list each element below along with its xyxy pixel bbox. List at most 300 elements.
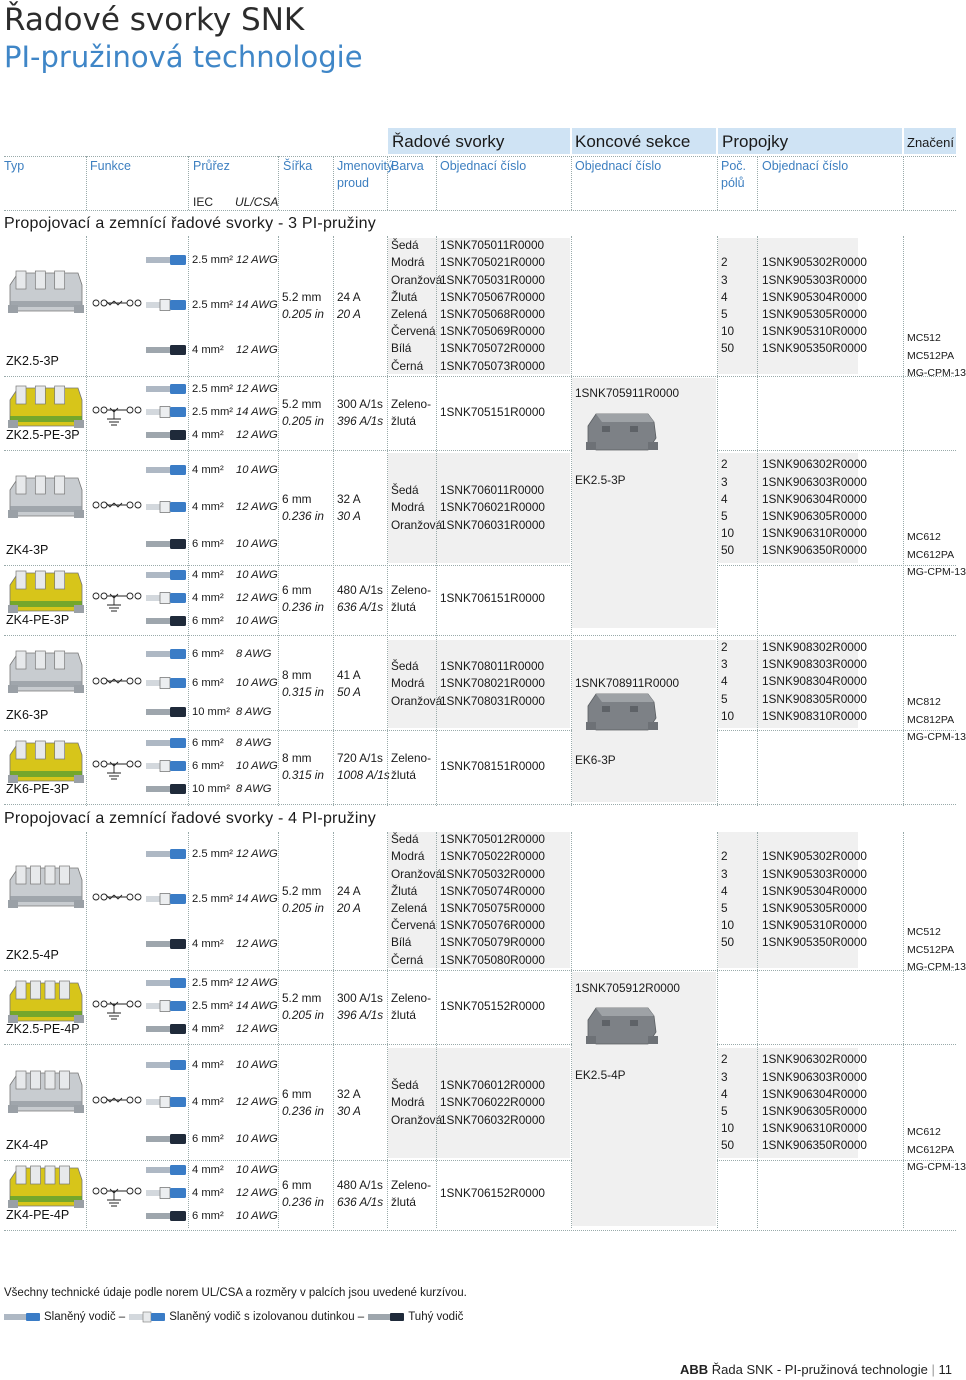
color-label: Modrá — [391, 1095, 425, 1110]
col-current-2: proud — [337, 176, 369, 190]
pole-count: 5 — [721, 1104, 728, 1118]
wire-spec-row — [146, 847, 278, 861]
wire-spec-row — [146, 937, 278, 951]
wire-legend — [4, 1311, 463, 1323]
marking-code: MG-CPM-13 — [907, 1160, 966, 1173]
color-label: Oranžová — [391, 517, 443, 532]
current-iec: 32 A — [337, 1087, 361, 1101]
jumper-order-number: 1SNK905305R0000 — [762, 901, 867, 915]
order-number: 1SNK705022R0000 — [440, 849, 545, 864]
marking-code: MC612PA — [907, 548, 955, 561]
wire-stranded-icon — [146, 976, 190, 990]
color-label: Černá — [391, 952, 424, 967]
current-ul: 396 A/1s — [337, 1008, 384, 1022]
order-number: 1SNK705069R0000 — [440, 324, 545, 339]
marking-code: MC812 — [907, 696, 941, 709]
wire-awg-size: 8 AWG — [236, 706, 272, 719]
wire-solid-icon — [146, 343, 190, 357]
wire-spec-row — [146, 705, 271, 719]
jumper-order-number: 1SNK908303R0000 — [762, 657, 867, 672]
group-jumpers: Propojky — [722, 132, 789, 151]
pole-count: 10 — [721, 918, 735, 933]
color-label: Zelená — [391, 901, 428, 915]
current-ul: 20 A — [337, 901, 361, 915]
terminal-type: ZK6-3P — [6, 708, 49, 722]
wire-awg-size: 10 AWG — [236, 537, 278, 550]
jumper-order-number: 1SNK905302R0000 — [762, 849, 867, 864]
terminal-grey-photo — [6, 265, 86, 322]
color-label: Zeleno- — [391, 583, 431, 597]
wire-awg-size: 14 AWG — [236, 299, 278, 311]
marking-code: MC812PA — [907, 713, 955, 726]
pole-count: 4 — [721, 674, 728, 689]
pole-count: 3 — [721, 1069, 728, 1084]
block-separator — [4, 1044, 956, 1045]
wire-spec-row — [146, 343, 278, 357]
current-iec: 41 A — [337, 668, 361, 682]
color-label: Šedá — [391, 483, 419, 498]
wire-awg-size: 10 AWG — [236, 677, 278, 689]
wire-stranded-icon — [146, 847, 190, 861]
order-number: 1SNK705067R0000 — [440, 289, 545, 304]
wire-ferrule-icon — [146, 892, 190, 906]
end-section-photo — [582, 688, 662, 741]
color-label: žlutá — [391, 1008, 416, 1022]
end-order-number: 1SNK705911R0000 — [575, 386, 680, 400]
width-mm: 6 mm — [282, 583, 312, 597]
jumper-order-number: 1SNK906304R0000 — [762, 1086, 867, 1101]
color-label: žlutá — [391, 600, 416, 614]
wire-awg-size: 12 AWG — [236, 344, 278, 357]
color-label: Zelená — [391, 307, 428, 321]
pole-count: 3 — [721, 272, 728, 287]
jumper-order-number: 1SNK905303R0000 — [762, 866, 867, 881]
end-section-photo — [582, 408, 662, 461]
wire-awg-size: 10 AWG — [236, 1132, 278, 1145]
color-label: Modrá — [391, 255, 425, 270]
jumper-order-number: 1SNK906302R0000 — [762, 457, 867, 472]
current-iec: 300 A/1s — [337, 397, 383, 411]
block-separator — [4, 565, 956, 566]
order-number: 1SNK705021R0000 — [440, 255, 545, 270]
col-divider — [188, 832, 189, 1228]
color-label: Modrá — [391, 500, 425, 515]
width-in: 0.315 in — [282, 685, 324, 699]
width-mm: 8 mm — [282, 751, 312, 765]
jumper-order-number: 1SNK906350R0000 — [762, 1138, 867, 1153]
width-mm: 6 mm — [282, 1087, 312, 1101]
col-divider — [436, 236, 437, 806]
col-divider — [278, 236, 279, 806]
wire-iec-size: 2.5 mm² — [192, 253, 234, 266]
width-mm: 6 mm — [282, 492, 312, 506]
wire-solid-icon — [146, 614, 190, 628]
wire-spec-row — [146, 1186, 278, 1200]
col-divider — [903, 236, 904, 806]
color-label: Červená — [391, 918, 436, 933]
wire-spec-row — [146, 500, 278, 514]
pole-count: 5 — [721, 509, 728, 523]
color-label: Modrá — [391, 849, 425, 864]
col-function: Funkce — [90, 159, 131, 173]
width-in: 0.315 in — [282, 768, 324, 782]
wire-iec-size: 4 mm² — [192, 938, 224, 951]
jumper-order-number: 1SNK906304R0000 — [762, 491, 867, 506]
current-iec: 24 A — [337, 884, 361, 898]
wire-stranded-icon — [146, 1163, 190, 1177]
pole-count: 50 — [721, 543, 735, 558]
wire-iec-size: 4 mm² — [192, 1023, 224, 1036]
wire-spec-row — [146, 1022, 278, 1036]
width-in: 0.205 in — [282, 414, 324, 428]
current-ul: 30 A — [337, 1104, 361, 1118]
wire-awg-size: 14 AWG — [236, 893, 278, 905]
pole-count: 2 — [721, 1052, 728, 1067]
col-jumper-order: Objednací číslo — [762, 159, 849, 173]
jumper-order-number: 1SNK906310R0000 — [762, 1121, 867, 1136]
wire-solid-icon — [146, 1209, 190, 1223]
wire-ferrule-icon — [146, 591, 190, 605]
wire-ferrule-icon — [146, 405, 190, 419]
wire-solid-icon — [146, 537, 190, 551]
wire-awg-size: 12 AWG — [236, 501, 278, 513]
pole-count: 4 — [721, 289, 728, 304]
col-order: Objednací číslo — [440, 159, 527, 173]
wire-awg-size: 10 AWG — [236, 1059, 278, 1072]
pole-count: 3 — [721, 474, 728, 489]
wire-spec-row — [146, 1058, 278, 1072]
col-divider — [387, 832, 388, 1228]
pe-function-icon — [92, 587, 142, 620]
wire-stranded-icon — [146, 382, 190, 396]
col-divider — [188, 236, 189, 806]
wire-iec-size: 2.5 mm² — [192, 976, 234, 989]
col-color: Barva — [391, 159, 424, 173]
legend-ferrule: Slaněný vodič s izolovanou dutinkou – — [169, 1311, 365, 1323]
wire-stranded-icon — [146, 253, 190, 267]
wire-stranded-icon — [146, 463, 190, 477]
order-number: 1SNK705075R0000 — [440, 901, 545, 915]
jumper-order-number: 1SNK908305R0000 — [762, 691, 867, 706]
wire-iec-size: 2.5 mm² — [192, 893, 234, 905]
terminal-type: ZK4-4P — [6, 1138, 49, 1152]
wire-awg-size: 8 AWG — [236, 647, 272, 660]
terminal-type: ZK6-PE-3P — [6, 782, 70, 796]
col-divider — [757, 156, 758, 210]
wire-iec-size: 6 mm² — [192, 614, 224, 627]
col-current-1: Jmenovitý — [337, 159, 394, 173]
footer-text: Řada SNK - PI-pružinová technologie — [711, 1362, 928, 1377]
pole-count: 5 — [721, 307, 728, 321]
order-number: 1SNK706031R0000 — [440, 517, 545, 532]
current-ul: 636 A/1s — [337, 1195, 384, 1209]
col-divider — [387, 156, 388, 210]
wire-iec-size: 4 mm² — [192, 501, 224, 513]
color-label: Šedá — [391, 1078, 419, 1093]
color-label: Modrá — [391, 676, 425, 691]
wire-iec-size: 6 mm² — [192, 1132, 224, 1145]
terminal-type: ZK2.5-PE-3P — [6, 428, 80, 442]
wire-iec-size: 4 mm² — [192, 464, 224, 477]
order-number: 1SNK708031R0000 — [440, 693, 545, 708]
marking-code: MG-CPM-13 — [907, 565, 966, 578]
terminal-type: ZK4-PE-4P — [6, 1208, 70, 1222]
wire-iec-size: 6 mm² — [192, 1209, 224, 1222]
jumper-order-number: 1SNK906305R0000 — [762, 509, 867, 523]
pole-count: 3 — [721, 866, 728, 881]
wire-ferrule-icon — [146, 500, 190, 514]
order-number: 1SNK706022R0000 — [440, 1095, 545, 1110]
col-divider — [571, 156, 572, 210]
order-number: 1SNK705073R0000 — [440, 358, 545, 373]
col-divider — [757, 236, 758, 806]
marking-code: MC512PA — [907, 943, 955, 956]
legend-stranded: Slaněný vodič – — [44, 1311, 126, 1323]
group-terminals: Řadové svorky — [392, 132, 505, 151]
block-separator — [4, 450, 956, 451]
through-function-icon — [92, 888, 142, 921]
wire-spec-row — [146, 1132, 278, 1146]
col-divider — [717, 832, 718, 1228]
wire-spec-row — [146, 999, 278, 1013]
wire-iec-size: 4 mm² — [192, 1096, 224, 1108]
order-number: 1SNK705079R0000 — [440, 935, 545, 950]
width-mm: 5.2 mm — [282, 397, 322, 411]
wire-spec-row — [146, 892, 278, 906]
wire-ferrule-icon — [146, 676, 190, 690]
wire-iec-size: 2.5 mm² — [192, 1000, 234, 1012]
width-in: 0.205 in — [282, 901, 324, 915]
order-number: 1SNK705074R0000 — [440, 883, 545, 898]
color-label: Zeleno- — [391, 397, 431, 411]
order-number: 1SNK705151R0000 — [440, 405, 545, 419]
color-label: Šedá — [391, 659, 419, 674]
wire-solid-icon — [146, 705, 190, 719]
order-number: 1SNK706152R0000 — [440, 1186, 545, 1200]
header-top-rule — [4, 156, 956, 157]
wire-awg-size: 10 AWG — [236, 1164, 278, 1177]
footer-brand: ABB — [680, 1362, 709, 1377]
jumper-order-number: 1SNK906303R0000 — [762, 1069, 867, 1084]
color-label: Zeleno- — [391, 991, 431, 1005]
wire-awg-size: 12 AWG — [236, 429, 278, 442]
marking-code: MC512PA — [907, 349, 955, 362]
color-label: Bílá — [391, 341, 412, 356]
page-title: Řadové svorky SNK — [4, 2, 305, 38]
wire-iec-size: 4 mm² — [192, 1059, 224, 1072]
current-ul: 30 A — [337, 509, 361, 523]
color-label: žlutá — [391, 768, 416, 782]
jumper-order-number: 1SNK906303R0000 — [762, 474, 867, 489]
wire-iec-size: 4 mm² — [192, 429, 224, 442]
marking-code: MG-CPM-13 — [907, 366, 966, 379]
wire-spec-row — [146, 298, 278, 312]
wire-awg-size: 14 AWG — [236, 1000, 278, 1012]
wire-iec-size: 6 mm² — [192, 537, 224, 550]
block-separator — [4, 1230, 956, 1231]
marking-code: MC612 — [907, 1126, 941, 1139]
color-label: Šedá — [391, 238, 419, 253]
wire-spec-row — [146, 647, 271, 661]
wire-spec-row — [146, 1095, 278, 1109]
current-iec: 32 A — [337, 492, 361, 506]
col-end-order: Objednací číslo — [575, 159, 662, 173]
wire-ferrule-icon — [146, 1095, 190, 1109]
end-order-number: 1SNK708911R0000 — [575, 676, 680, 690]
wire-iec-size: 2.5 mm² — [192, 299, 234, 311]
col-divider — [86, 236, 87, 806]
color-label: Zeleno- — [391, 751, 431, 765]
wire-stranded-icon — [4, 1311, 40, 1323]
wire-spec-row — [146, 976, 278, 990]
wire-spec-row — [146, 537, 278, 551]
color-label: Oranžová — [391, 693, 443, 708]
wire-awg-size: 10 AWG — [236, 569, 278, 582]
order-number: 1SNK705072R0000 — [440, 341, 545, 356]
width-mm: 5.2 mm — [282, 884, 322, 898]
col-divider — [86, 832, 87, 1228]
marking-code: MC612PA — [907, 1143, 955, 1156]
wire-spec-row — [146, 736, 271, 750]
wire-spec-row — [146, 614, 278, 628]
col-divider — [333, 832, 334, 1228]
current-iec: 24 A — [337, 290, 361, 304]
wire-awg-size: 12 AWG — [236, 253, 278, 266]
pole-count: 4 — [721, 883, 728, 898]
current-ul: 1008 A/1s — [337, 768, 390, 782]
jumper-order-number: 1SNK906305R0000 — [762, 1104, 867, 1118]
wire-spec-row — [146, 759, 278, 773]
wire-awg-size: 10 AWG — [236, 1209, 278, 1222]
order-number: 1SNK706021R0000 — [440, 500, 545, 515]
page-subtitle: PI-pružinová technologie — [4, 40, 363, 74]
pole-count: 10 — [721, 324, 735, 339]
jumper-order-number: 1SNK905350R0000 — [762, 935, 867, 950]
wire-solid-icon — [146, 782, 190, 796]
col-divider — [903, 156, 904, 210]
current-iec: 480 A/1s — [337, 583, 383, 597]
wire-ferrule-icon — [146, 999, 190, 1013]
pole-count: 2 — [721, 849, 728, 864]
wire-awg-size: 10 AWG — [236, 464, 278, 477]
order-number: 1SNK705012R0000 — [440, 832, 545, 847]
order-number: 1SNK705032R0000 — [440, 866, 545, 881]
width-mm: 5.2 mm — [282, 991, 322, 1005]
pole-count: 50 — [721, 1138, 735, 1153]
color-label: Zeleno- — [391, 1178, 431, 1192]
terminal-grey-photo — [6, 860, 86, 917]
footer-page: 11 — [938, 1362, 952, 1377]
col-divider — [387, 236, 388, 806]
width-in: 0.236 in — [282, 1104, 324, 1118]
col-divider — [571, 832, 572, 1228]
wire-ferrule-icon — [129, 1311, 165, 1323]
end-type: EK2.5-3P — [575, 473, 626, 487]
wire-iec-size: 4 mm² — [192, 1187, 224, 1199]
pole-count: 5 — [721, 691, 728, 706]
wire-spec-row — [146, 428, 278, 442]
marking-code: MG-CPM-13 — [907, 730, 966, 743]
color-label: žlutá — [391, 1195, 416, 1209]
pole-count: 5 — [721, 901, 728, 915]
order-number: 1SNK705011R0000 — [440, 238, 545, 253]
jumper-order-number: 1SNK908302R0000 — [762, 640, 867, 654]
wire-iec-size: 2.5 mm² — [192, 406, 234, 418]
jumper-order-number: 1SNK906302R0000 — [762, 1052, 867, 1067]
col-divider — [717, 156, 718, 210]
current-ul: 50 A — [337, 685, 361, 699]
col-divider — [571, 236, 572, 806]
wire-iec-size: 6 mm² — [192, 736, 224, 749]
col-divider — [278, 156, 279, 210]
pole-count: 50 — [721, 341, 735, 356]
color-label: Oranžová — [391, 272, 443, 287]
col-type: Typ — [4, 159, 25, 173]
color-label: Černá — [391, 358, 424, 373]
terminal-type: ZK4-3P — [6, 543, 49, 557]
wire-spec-row — [146, 253, 278, 267]
header-bottom-rule — [4, 210, 956, 211]
order-number: 1SNK705068R0000 — [440, 307, 545, 321]
jumper-order-number: 1SNK908310R0000 — [762, 708, 867, 723]
jumper-order-number: 1SNK908304R0000 — [762, 674, 867, 689]
wire-solid-icon — [146, 1022, 190, 1036]
color-label: Šedá — [391, 832, 419, 847]
order-number: 1SNK706032R0000 — [440, 1112, 545, 1127]
wire-iec-size: 6 mm² — [192, 647, 224, 660]
pe-function-icon — [92, 1182, 142, 1215]
group-end-sections: Koncové sekce — [575, 132, 691, 151]
page-footer: ABB Řada SNK - PI-pružinová technologie | 11 — [680, 1362, 952, 1377]
pole-count: 2 — [721, 640, 728, 654]
wire-awg-size: 10 AWG — [236, 760, 278, 772]
wire-iec-size: 6 mm² — [192, 760, 224, 772]
order-number: 1SNK706151R0000 — [440, 591, 545, 605]
col-divider — [436, 156, 437, 210]
pole-count: 3 — [721, 657, 728, 672]
jumper-order-number: 1SNK905310R0000 — [762, 324, 867, 339]
wire-iec-size: 4 mm² — [192, 592, 224, 604]
wire-spec-row — [146, 382, 278, 396]
end-type: EK2.5-4P — [575, 1068, 626, 1082]
pole-count: 4 — [721, 1086, 728, 1101]
wire-awg-size: 12 AWG — [236, 976, 278, 989]
wire-iec-size: 4 mm² — [192, 344, 224, 357]
wire-stranded-icon — [146, 1058, 190, 1072]
width-in: 0.236 in — [282, 1195, 324, 1209]
order-number: 1SNK705031R0000 — [440, 272, 545, 287]
wire-stranded-icon — [146, 647, 190, 661]
wire-ferrule-icon — [146, 1186, 190, 1200]
legend-solid: Tuhý vodič — [408, 1311, 464, 1323]
pole-count: 4 — [721, 491, 728, 506]
wire-iec-size: 2.5 mm² — [192, 847, 234, 860]
current-iec: 300 A/1s — [337, 991, 383, 1005]
wire-awg-size: 12 AWG — [236, 847, 278, 860]
pole-count: 2 — [721, 255, 728, 270]
col-divider — [333, 236, 334, 806]
wire-awg-size: 14 AWG — [236, 406, 278, 418]
wire-iec-size: 10 mm² — [192, 783, 230, 796]
wire-awg-size: 12 AWG — [236, 1096, 278, 1108]
col-divider — [436, 832, 437, 1228]
current-iec: 480 A/1s — [337, 1178, 383, 1192]
jumper-order-number: 1SNK906350R0000 — [762, 543, 867, 558]
terminal-type: ZK4-PE-3P — [6, 613, 70, 627]
current-ul: 20 A — [337, 307, 361, 321]
color-label: Oranžová — [391, 1112, 443, 1127]
pole-count: 10 — [721, 1121, 735, 1136]
